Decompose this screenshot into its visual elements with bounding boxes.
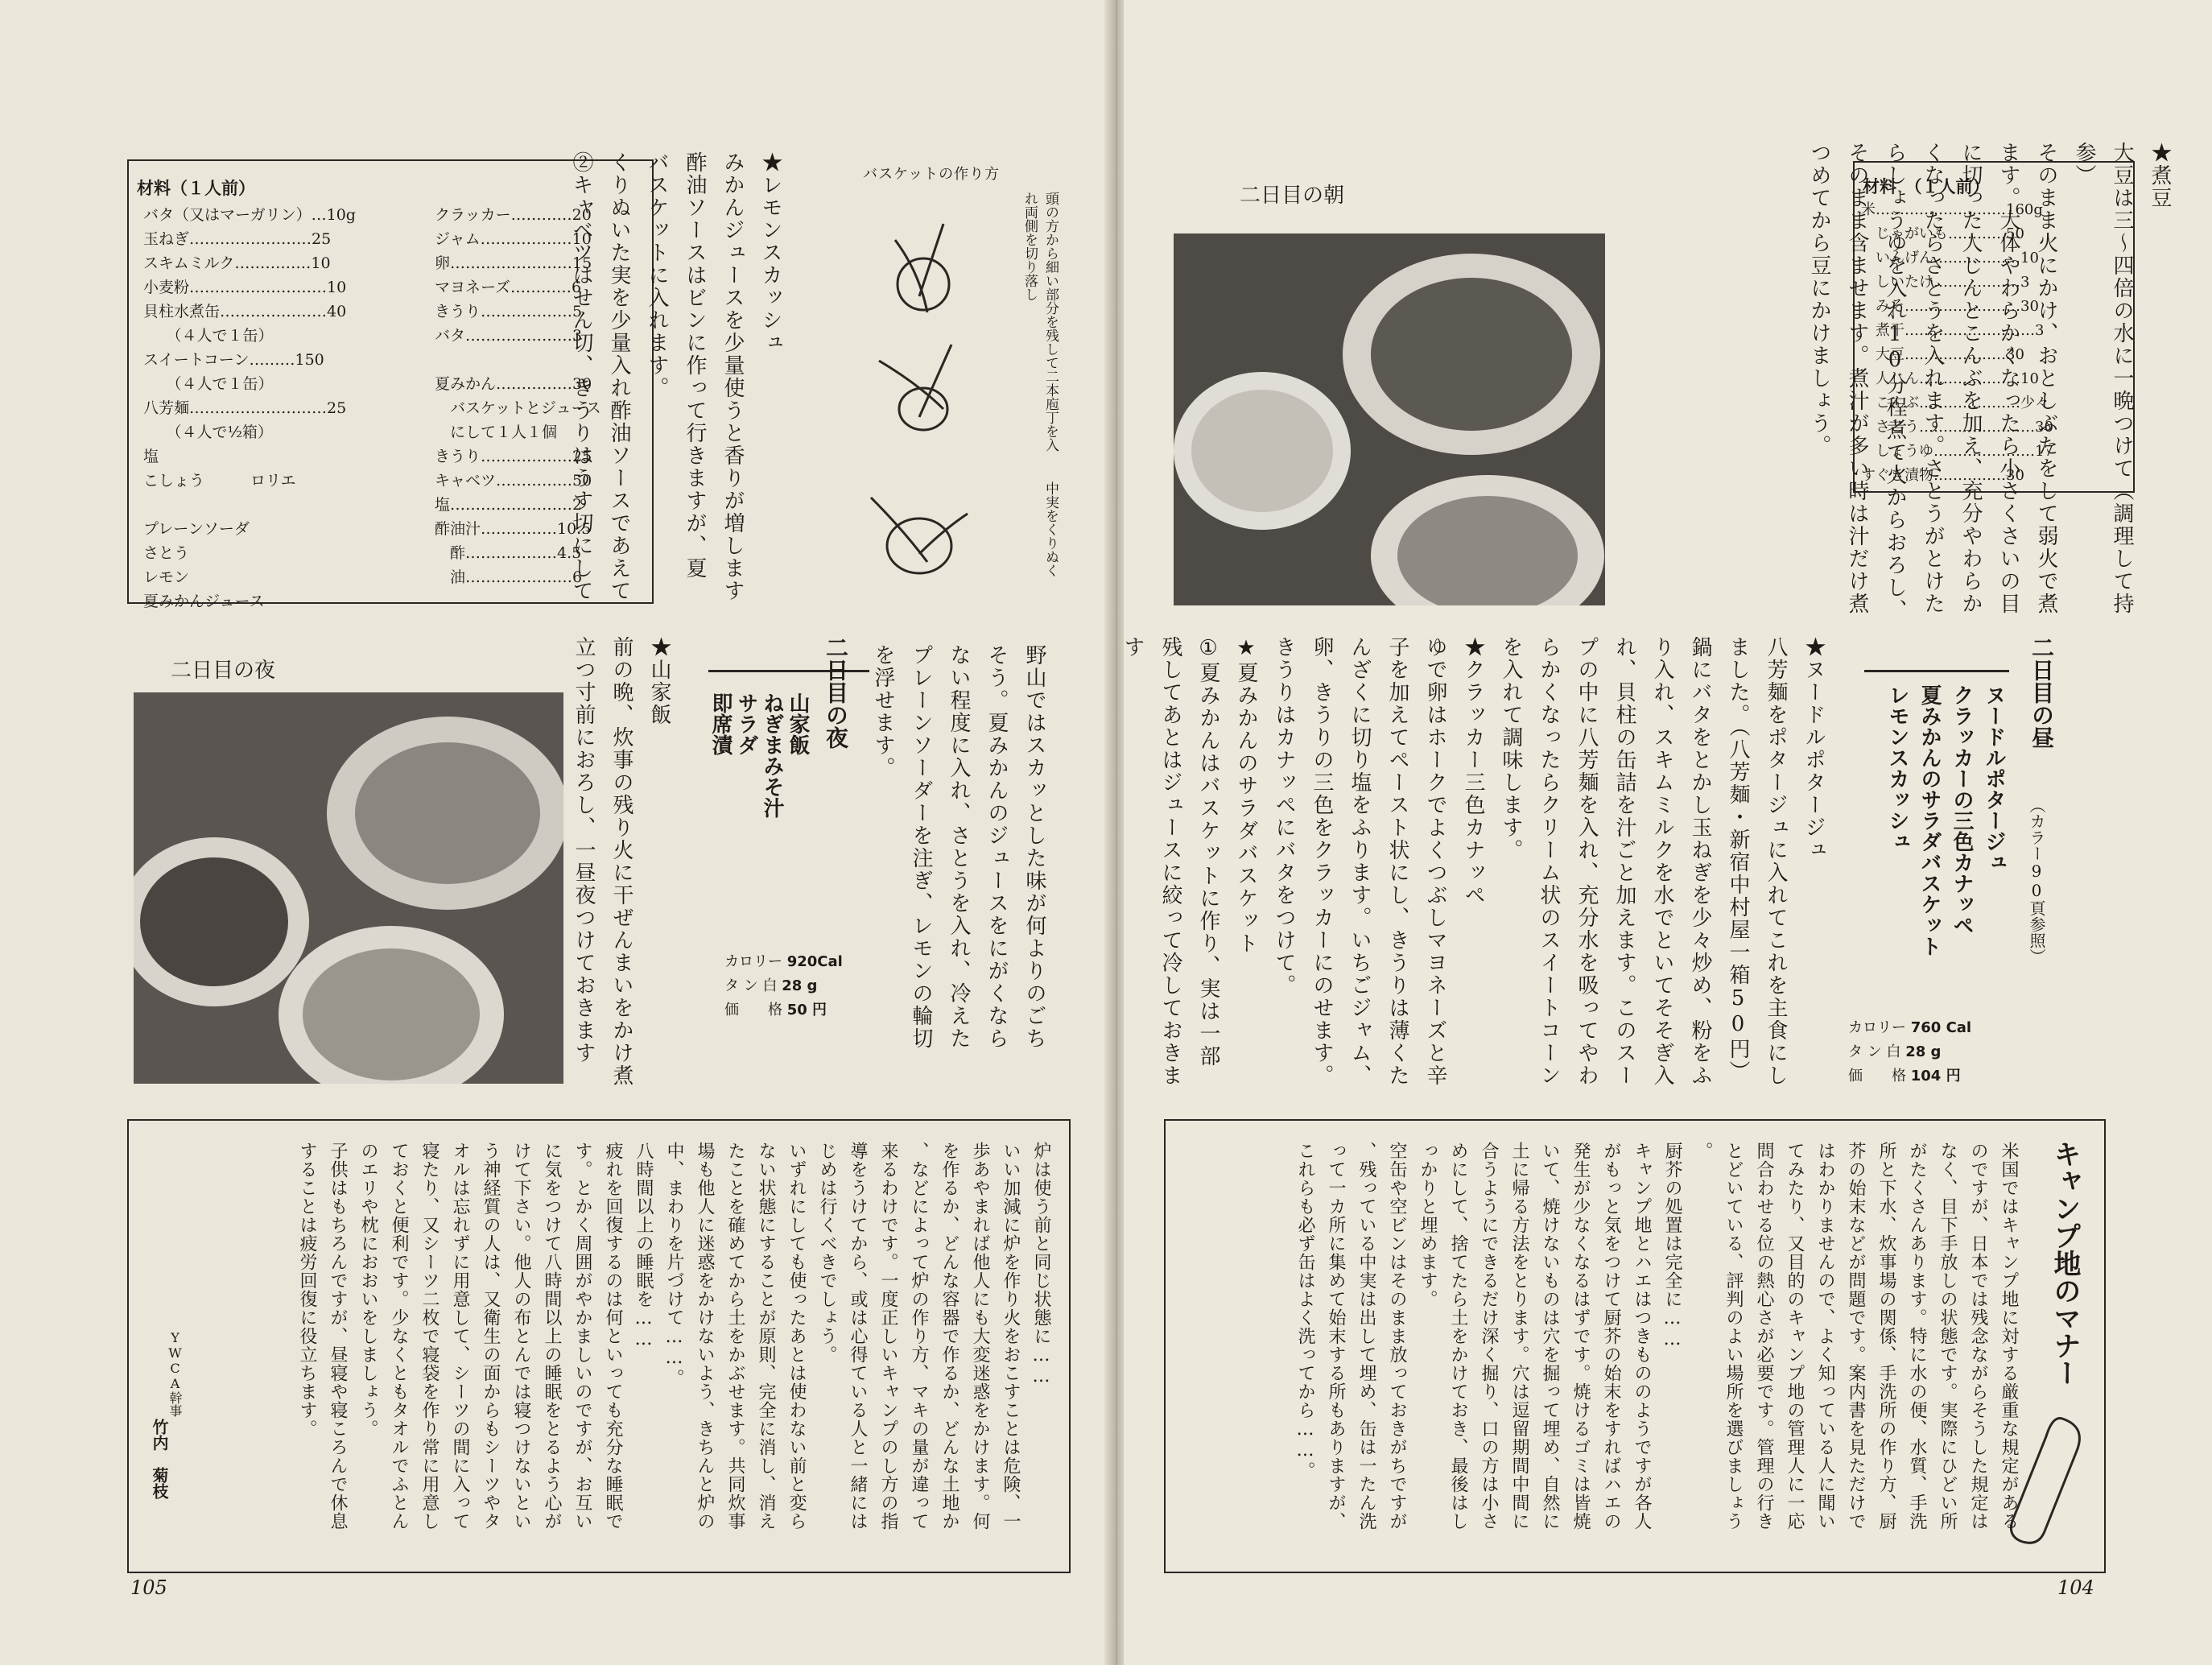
lunch-menu-list (1848, 684, 2009, 1006)
camp-column-text: 炉は使う前と同じ状態に…… いい加減に炉を作り火をおこすことは危険、一歩あやまれば他人にも大変迷惑をかけます。何を作るか、どんな容器で作るか、どんな土地か、などによって炉の作り方、マキの量が違って来るわけです。一度正しいキャンプのし方の指導をうけてから、或は心得ている人と一緒にはじめは行くべきでしょう。 いずれにしても使ったあとは使わない前と変らない状態にすることが原則、完全に消し、消えたことを確めてから土をかぶせます。共同炊事場も他人に迷惑をかけないよう、きちんと炉の中、まわりを片づけて……。 八時間以上の睡眠を…… 疲れを回復するのは何といっても充分な睡眠です。とかく周囲がやかましいのですが、お互いに気をつけて八時間以上の睡眠をとるよう心がけて下さい。他人の布とんでは寝つけないという神経質の人は、又衛生の面からもシーツやタオルは忘れずに用意して、シーツの間に入って寝たり、又シーツ二枚で寝袋を作り常に用意しておくと便利です。少なくともタオルでふとんのエリや枕におおいをしましょう。 子供はもちろんですが、昼寝や寝ころんで休息することは疲労回復に役立ちます。 (297, 1142, 1051, 1531)
menu-rule (1864, 670, 2009, 672)
column-author-title: YWCA幹事 (167, 1330, 183, 1417)
ingredients-title: 材料 （１人前） (1863, 177, 1990, 196)
basket-note-1: 頭の方から細い部分を残して二本庖丁を入れ両側を切り落し (1021, 192, 1059, 452)
menu-item: サラダ (734, 692, 758, 755)
morning-photo-caption: 二日目の朝 (1240, 184, 1345, 208)
basket-note-2: 中実をくりぬく (1042, 481, 1059, 577)
salad-recipe-text: ★レモンスカッシュ みかんジュースを少量使うと香りが増します 酢油ソースはビンに作って行きますが、夏 バスケットに入れます。 くりぬいた実を少量入れ酢油ソースであえて ②キャベツはせん切、きうりはうす切にして (569, 151, 782, 602)
camp-manner-title: キャンプ地のマナー (2049, 1140, 2081, 1386)
menu-item: 即席漬 (708, 692, 733, 755)
night-meal-photo (134, 692, 563, 1084)
left-page: 材料（１人前） バタ（又はマーガリン）…10g 玉ねぎ……………………25 スキムミルク……………10 小麦粉………………………10 貝柱水煮缶…………………40 （４人で１缶） スイートコーン………150 （４人で１缶） 八芳麺………………………25 （４人で½箱） 塩 こしょう ロリエ プレーンソーダ さとう レモン 夏みかんジュース クラッカー…………20 ジャム………………10 卵……………………15 マヨネーズ…………6 きうり………………5 バタ…………………3 夏みかん……………30 バスケットとジュース にして１人１個 きうり………………25 キャベツ……………50 塩……………………2 酢油汁……………10.5 酢………………4.5 油…………………6 ★レモンスカッシュ みかんジュースを少量使うと香りが増します 酢油ソースはビンに作って行きますが、夏 バスケットに入れます。 くりぬいた実を少量入れ酢油ソースであえて ②キャベツはせん切、きうりはうす切にして バスケットの作り方 頭の方から細い部分を残して二本庖丁を入れ両側を切り落し 中実をくりぬく 二日目の夜 ★山家飯 前の晩、炊事の残り火に干ぜんまいをかけ煮立つ寸前におろし、一昼夜つけておきます 二日目の夜 山家飯 ねぎまみそ汁 サラダ 即席漬 カロリー 920Cal タ ン 白 28 g 価 格 50 円 野山ではスカッとした味が何よりのごちそう。夏みかんのジュースをにがくならない程度に入れ、さとうを入れ、冷えたプレーンソーダーを注ぎ、レモンの輪切を浮せます。 炉は使う前と同じ状態に…… いい加減に炉を作り火をおこすことは危険、一歩あやまれば他人にも大変迷惑をかけます。何を作るか、どんな容器で作るか、どんな土地か、などによって炉の作り方、マキの量が違って来るわけです。一度正しいキャンプのし方の指導をうけてから、或は心得ている人と一緒にはじめは行くべきでしょう。 いずれにしても使ったあとは使わない前と変らない状態にすることが原則、完全に消し、消えたことを確めてから土をかぶせます。共同炊事場も他人に迷惑をかけないよう、きちんと炉の中、まわりを片づけて……。 八時間以上の睡眠を…… 疲れを回復するのは何といっても充分な睡眠です。とかく周囲がやかましいのですが、お互いに気をつけて八時間以上の睡眠をとるよう心がけて下さい。他人の布とんでは寝つけないという神経質の人は、又衛生の面からもシーツやタオルは忘れずに用意して、シーツの間に入って寝たり、又シーツ二枚で寝袋を作り常に用意しておくと便利です。少なくともタオルでふとんのエリや枕におおいをしましょう。 子供はもちろんですが、昼寝や寝ころんで休息することは疲労回復に役立ちます。 YWCA幹事 竹内 菊枝 105 (0, 0, 1109, 1665)
menu-item: ヌードルポタージュ (1982, 684, 2006, 873)
breakfast-photo-icon (1174, 233, 1605, 605)
lunch-menu-note: （カラー90頁参照） (2027, 797, 2046, 965)
right-page: 材料 （１人前） 米………………………160g じゃがいも…………50 いんげん………………10 しいたけ………………3 みそ……………………30 煮干………………………3 大豆…………………30 人じん…………………10 こんぶ…………………少々 さとう……………………30 しょうゆ…………………17 すぐき漬物……………30 ★煮豆 大豆は三〜四倍の水に一晩つけて（調理して持参） そのまま火にかけ、おとしぶたをして弱火で煮ます。大体やわらかくなったら小さくさいの目に切った人じんとこんぶを加え、充分やわらかくなったらさとうを入れます。さとうがとけたらしょうゆを入れ10分程煮て火からおろし、そのまま含ませます。煮汁が多い時は汁だけ煮つめてから豆にかけましょう。 二日目の朝 二日目の昼 （カラー90頁参照） ヌードルポタージュ クラッカーの三色カナッペ 夏みかんのサラダバスケット レモンスカッシュ カロリー 760 Cal タ ン 白 28 g 価 格 104 円 ★ヌードルポタージュ 八芳麺をポタージュに入れてこれを主食にしました。（八芳麺・新宿中村屋一箱50円） 鍋にバタをとかし玉ねぎを少々炒め、粉をふり入れ、スキムミルクを水でといてそそぎ入れ、貝柱の缶詰を汁ごと加えます。このスープの中に八芳麺を入れ、充分水を吸ってやわらかくなったらクリーム状のスイートコーンを入れて調味します。 ★クラッカー三色カナッペ ゆで卵はホークでよくつぶしマヨネーズと辛子を加えてペースト状にし、きうりは薄くたんざくに切り塩をふります。いちごジャム、卵、きうりの三色をクラッカーにのせます。きうりはカナッペにバタをつけて。 ★夏みかんのサラダバスケット ①夏みかんはバスケットに作り、実は一部残してあとはジュースに絞って冷しておきます キャンプ地のマナー 米国ではキャンプ地に対する厳重な規定があるのですが、日本では残念ながらそうした規定はなく、目下手放しの状態です。実際にひどい所がたくさんあります。特に水の便、水質、手洗所と下水、炊事場の関係、手洗所の作り方、厨芥の始末などが問題です。案内書を見ただけではわかりませんので、よく知っている人に聞いてみたり、又目的のキャンプ地の管理人に一応問合わせる位の熱心さが必要です。管理の行きとどいている、評判のよい場所を選びましょう。 厨芥の処置は完全に…… キャンプ地とハエはつきもののようですが各人がもっと気をつけて厨芥の始末をすればハエの発生が少なくなるはずです。焼けるゴミは皆焼いて、焼けないものは穴を掘って埋め、自然に土に帰る方法をとります。穴は逗留期間中間に合うようにできるだけ深く掘り、口の方は小さめにして、捨てたら土をかけておき、最後はしっかりと埋めます。 空缶や空ビンはそのまま放っておきがちですが、残っている中実は出して埋め、缶は一たん洗って一カ所に集めて始末する所もありますが、これらも必ず缶はよく洗ってから……。 104 (1124, 0, 2212, 1665)
night-drink-text: 野山ではスカッとした味が何よりのごちそう。夏みかんのジュースをにがくならない程度に入れ、さとうを入れ、冷えたプレーンソーダーを注ぎ、レモンの輪切を浮せます。 (871, 644, 1046, 1050)
page-number-right: 104 (2057, 1576, 2094, 1599)
menu-item: 山家飯 (786, 692, 810, 755)
knife-drawing-icon (847, 192, 1008, 610)
ingredients-title: 材料（１人前） (137, 179, 255, 198)
night-photo-caption: 二日目の夜 (171, 659, 276, 683)
night-menu-title: 二日目の夜 (823, 636, 849, 749)
rice-bowl-photo-icon (134, 692, 563, 1084)
night-menu-list (708, 692, 813, 853)
menu-item: レモンスカッシュ (1885, 684, 1909, 852)
camp-manner-text: 米国ではキャンプ地に対する厳重な規定があるのですが、日本では残念ながらそうした規定はなく、目下手放しの状態です。実際にひどい所がたくさんあります。特に水の便、水質、手洗所と下水、炊事場の関係、手洗所の作り方、厨芥の始末などが問題です。案内書を見ただけではわかりませんので、よく知っている人に聞いてみたり、又目的のキャンプ地の管理人に一応問合わせる位の熱心さが必要です。管理の行きとどいている、評判のよい場所を選びましょう。 厨芥の処置は完全に…… キャンプ地とハエはつきもののようですが各人がもっと気をつけて厨芥の始末をすればハエの発生が少なくなるはずです。焼けるゴミは皆焼いて、焼けないものは穴を掘って埋め、自然に土に帰る方法をとります。穴は逗留期間中間に合うようにできるだけ深く掘り、口の方は小さめにして、捨てたら土をかけておき、最後はしっかりと埋めます。 空缶や空ビンはそのまま放っておきがちですが、残っている中実は出して埋め、缶は一たん洗って一カ所に集めて始末する所もありますが、これらも必ず缶はよく洗ってから……。 (1295, 1142, 2019, 1531)
morning-meal-photo (1174, 233, 1605, 605)
ingredients-list-1: バタ（又はマーガリン）…10g 玉ねぎ……………………25 スキムミルク……………10 小麦粉………………………10 貝柱水煮缶…………………40 （４人で１缶） スイートコーン………150 （４人で１缶） 八芳麺………………………25 （４人で½箱） 塩 こしょう ロリエ プレーンソーダ さとう レモン 夏みかんジュース (143, 206, 356, 610)
yamaga-recipe-text: ★山家飯 前の晩、炊事の残り火に干ぜんまいをかけ煮立つ寸前におろし、一昼夜つけておきます (572, 636, 671, 1087)
ingredients-list: 米………………………160g じゃがいも…………50 いんげん………………10 しいたけ………………3 みそ……………………30 煮干………………………3 大豆…………………30 人じん…………………10 こんぶ…………………少々 さとう……………………30 しょうゆ…………………17 すぐき漬物……………30 (1861, 201, 2053, 484)
menu-item: ねぎまみそ汁 (760, 692, 784, 818)
camp-manner-box (1164, 1119, 2106, 1573)
basket-caption: バスケットの作り方 (863, 166, 1001, 183)
basket-illustration (847, 159, 1061, 610)
lunch-recipe-text: ★ヌードルポタージュ 八芳麺をポタージュに入れてこれを主食にしました。（八芳麺・新宿中村屋一箱50円） 鍋にバタをとかし玉ねぎを少々炒め、粉をふり入れ、スキムミルクを水でといてそそぎ入れ、貝柱の缶詰を汁ごと加えます。このスープの中に八芳麺を入れ、充分水を吸ってやわらかくなったらクリーム状のスイートコーンを入れて調味します。 ★クラッカー三色カナッペ ゆで卵はホークでよくつぶしマヨネーズと辛子を加えてペースト状にし、きうりは薄くたんざくに切り塩をふります。いちごジャム、卵、きうりの三色をクラッカーにのせます。きうりはカナッペにバタをつけて。 ★夏みかんのサラダバスケット ①夏みかんはバスケットに作り、実は一部残してあとはジュースに絞って冷しておきます (1120, 636, 1826, 1087)
ingredients-list-2: クラッカー…………20 ジャム………………10 卵……………………15 マヨネーズ…………6 きうり………………5 バタ…………………3 夏みかん……………30 バスケットとジュース にして１人１個 きうり………………25 キャベツ……………50 塩……………………2 酢油汁……………10.5 酢………………4.5 油…………………6 (435, 206, 601, 586)
menu-item: 夏みかんのサラダバスケット (1917, 684, 1942, 956)
camp-column-box-left (127, 1119, 1071, 1573)
nimame-recipe-text: ★煮豆 大豆は三〜四倍の水に一晩つけて（調理して持参） そのまま火にかけ、おとしぶたをして弱火で煮ます。大体やわらかくなったら小さくさいの目に切った人じんとこんぶを加え、充分やわらかくなったらさとうを入れます。さとうがとけたらしょうゆを入れ10分程煮て火からおろし、そのまま含ませます。煮汁が多い時は汁だけ煮つめてから豆にかけましょう。 (1807, 142, 2172, 622)
page-number-left: 105 (130, 1576, 167, 1599)
menu-item: クラッカーの三色カナッペ (1950, 684, 1974, 936)
lunch-menu-title: 二日目の昼 (2028, 636, 2055, 749)
column-author: 竹内 菊枝 (150, 1419, 169, 1499)
